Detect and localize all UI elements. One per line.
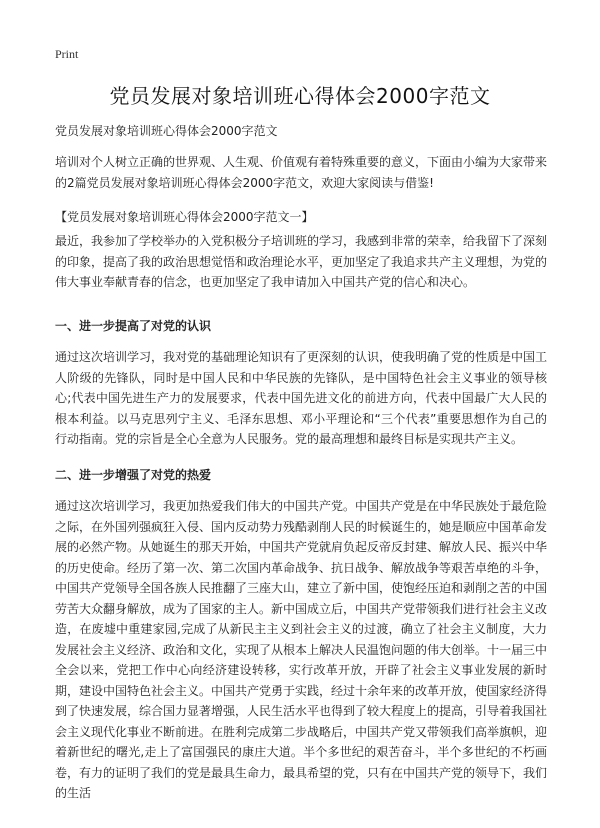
intro-paragraph: 培训对个人树立正确的世界观、人生观、价值观有着特殊重要的意义，下面由小编为大家带来的2篇党员发展对象培训班心得体会2000字范文，欢迎大家阅读与借鉴! [55, 155, 548, 190]
paragraph-1: 最近，我参加了学校举办的入党积极分子培训班的学习，我感到非常的荣幸，给我留下了深刻的印象，提高了我的政治思想觉悟和政治理论水平，更加坚定了我追求共产主义理想，为党的伟大事业奉献青春的信念，也更加坚定了我申请加入中国共产党的信心和决心。 [55, 234, 548, 289]
print-link[interactable]: Print [55, 47, 79, 61]
section-heading-1: 一、进一步提高了对党的认识 [55, 319, 212, 333]
paragraph-3: 通过这次培训学习，我更加热爱我们伟大的中国共产党。中国共产党是在中华民族处于最危险之际，在外国列强疯狂入侵、国内反动势力残酷剥削人民的时候诞生的，她是顺应中国革命发展的必然产物。从她诞生的那天开始，中国共产党就肩负起反帝反封建、解放人民、振兴中华的历史使命。经历了第一次、第二次国内革命战争、抗日战争、解放战争等艰苦卓绝的斗争，中国共产党领导全国各族人民推翻了三座大山，建立了新中国，使饱经压迫和剥削之苦的中国劳苦大众翻身解放，成为了国家的主人。新中国成立后，中国共产党带领我们进行社会主义改造，在废墟中重建家园,完成了从新民主主义到社会主义的过渡，确立了社会主义制度，大力发展社会主义经济、政治和文化，实现了从根本上解决人民温饱问题的伟大创举。十一届三中全会以来，党把工作中心向经济建设转移，实行改革开放，开辟了社会主义事业发展的新时期，建设中国特色社会主义。中国共产党勇于实践，经过十余年来的改革开放，使国家经济得到了快速发展，综合国力显著增强，人民生活水平也得到了较大程度上的提高，引导着我国社会主义现代化事业不断前进。在胜利完成第二步战略后，中国共产党又带领我们高举旗帜，迎着新世纪的曙光,走上了富国强民的康庄大道。半个多世纪的艰苦奋斗，半个多世纪的不朽画卷，有力的证明了我们的党是最具生命力，最具希望的党，只有在中国共产党的领导下，我们的生活 [55, 499, 547, 800]
page-title: 党员发展对象培训班心得体会2000字范文 [109, 84, 491, 108]
section-heading-2: 二、进一步增强了对党的热爱 [55, 468, 212, 482]
paragraph-2: 通过这次培训学习，我对党的基础理论知识有了更深刻的认识，使我明确了党的性质是中国工人阶级的先锋队，同时是中国人民和中华民族的先锋队，是中国特色社会主义事业的领导核心;代表中国先进生产力的发展要求，代表中国先进文化的前进方向，代表中国最广大人民的根本利益。以马克思列宁主义、毛泽东思想、邓小平理论和“三个代表”重要思想作为自己的行动指南。党的宗旨是全心全意为人民服务。党的最高理想和最终目标是实现共产主义。 [55, 350, 548, 446]
article-heading: 【党员发展对象培训班心得体会2000字范文一】 [55, 210, 314, 224]
document-subtitle: 党员发展对象培训班心得体会2000字范文 [55, 124, 278, 138]
